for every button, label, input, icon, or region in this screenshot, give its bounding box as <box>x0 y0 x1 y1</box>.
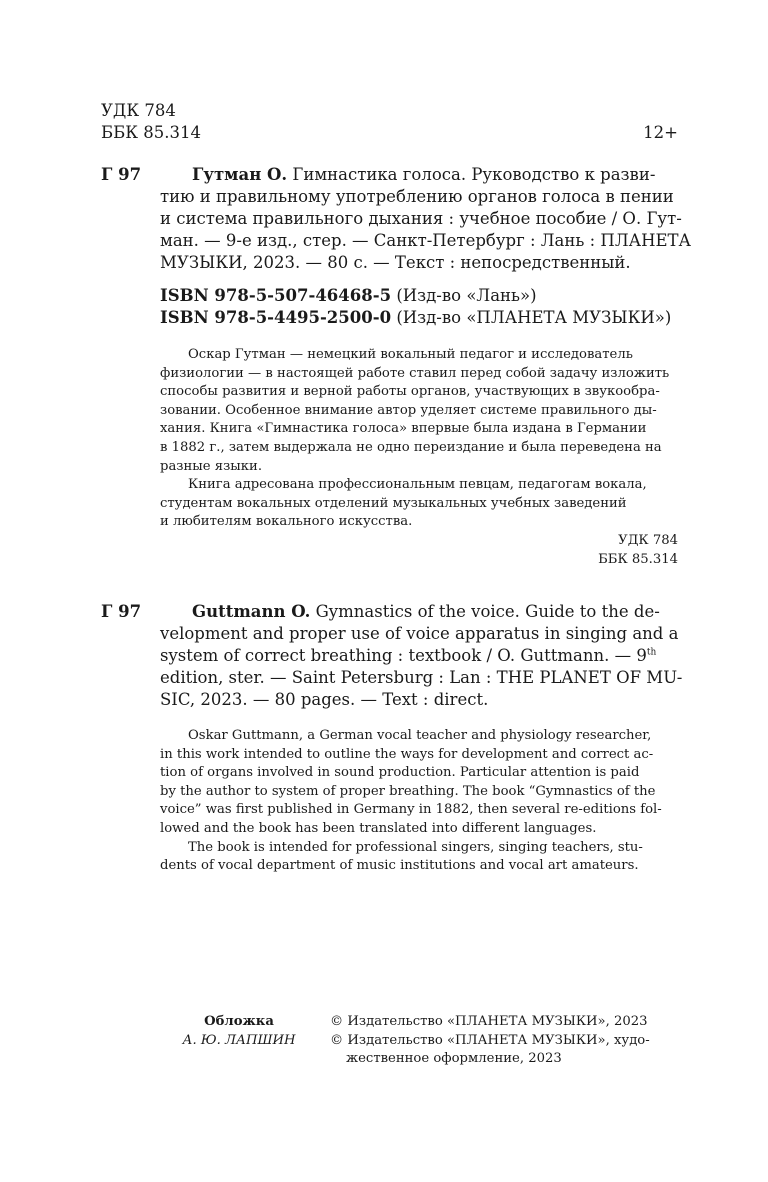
en-abstract-line: tion of organs involved in sound production. Particular attention is paid <box>160 765 640 781</box>
ru-abstract-line: Книга адресована профессиональным певцам, педагогам вокала, <box>188 477 647 493</box>
ru-entry-line4: ман. — 9-е изд., стер. — Санкт-Петербург : Лань : ПЛАНЕТА <box>160 231 692 250</box>
age-rating: 12+ <box>643 123 678 142</box>
ru-index: Г 97 <box>101 165 142 184</box>
udk-top: УДК 784 <box>101 101 176 120</box>
en-abstract-line: in this work intended to outline the ways for development and correct ac- <box>160 746 654 762</box>
en-abstract-line: The book is intended for professional singers, singing teachers, stu- <box>188 839 643 855</box>
en-entry-line2: velopment and proper use of voice apparatus in singing and a <box>160 624 679 643</box>
isbn-line: ISBN 978-5-4495-2500-0 (Изд-во «ПЛАНЕТА МУЗЫКИ») <box>160 308 672 327</box>
ru-abstract-line: Оскар Гутман — немецкий вокальный педагог и исследователь <box>188 347 633 362</box>
cover-credit <box>160 1013 318 1050</box>
en-entry-line1: Guttmann O. Gymnastics of the voice. Guide to the de- <box>192 602 660 621</box>
ru-entry-line1: Гутман О. Гимнастика голоса. Руководство к разви- <box>192 165 656 184</box>
ru-abstract-line: разные языки. <box>160 458 263 474</box>
copyright-line: жественное оформление, 2023 <box>346 1051 562 1067</box>
ru-author: Гутман О. <box>192 165 288 184</box>
ru-abstract <box>160 346 678 532</box>
en-author: Guttmann O. <box>192 602 311 621</box>
isbn-block <box>160 285 671 329</box>
en-abstract-line: by the author to system of proper breathing. The book “Gymnastics of the <box>160 783 656 799</box>
ru-entry-line2: тию и правильному употреблению органов голоса в пении <box>160 187 674 206</box>
copyright-line: © Издательство «ПЛАНЕТА МУЗЫКИ», худо- <box>330 1032 650 1048</box>
bbk-bottom: ББК 85.314 <box>598 552 678 567</box>
cover-artist: А. Ю. ЛАПШИН <box>182 1032 296 1048</box>
copyright-block <box>330 1013 678 1069</box>
bbk-top: ББК 85.314 <box>101 123 201 142</box>
en-abstract <box>160 727 678 876</box>
en-index: Г 97 <box>101 602 142 621</box>
ru-abstract-line: зовании. Особенное внимание автор уделяет системе правильного ды- <box>160 402 657 418</box>
en-abstract-line: Oskar Guttmann, a German vocal teacher and physiology researcher, <box>188 728 652 743</box>
ru-abstract-line: физиологии — в настоящей работе ставил перед собой задачу изложить <box>160 365 670 381</box>
cover-label: Обложка <box>204 1014 274 1029</box>
isbn-line: ISBN 978-5-507-46468-5 (Изд-во «Лань») <box>160 286 537 305</box>
copyright-line: © Издательство «ПЛАНЕТА МУЗЫКИ», 2023 <box>330 1014 648 1029</box>
en-entry <box>160 601 683 711</box>
ru-entry-line3: и система правильного дыхания : учебное пособие / О. Гут- <box>160 209 682 228</box>
ru-abstract-line: в 1882 г., затем выдержала не одно переиздание и была переведена на <box>160 439 662 455</box>
en-abstract-line: voice” was first published in Germany in 1882, then several re-editions fol- <box>160 802 662 818</box>
en-abstract-line: dents of vocal department of music institutions and vocal art amateurs. <box>160 858 639 874</box>
en-entry-line4: edition, ster. — Saint Petersburg : Lan : THE PLANET OF MU- <box>160 668 683 687</box>
ru-abstract-line: и любителям вокального искусства. <box>160 514 413 530</box>
ru-abstract-line: студентам вокальных отделений музыкальных учебных заведений <box>160 495 627 511</box>
ru-entry-line5: МУЗЫКИ, 2023. — 80 с. — Текст : непосредственный. <box>160 253 631 272</box>
en-entry-line5: SIC, 2023. — 80 pages. — Text : direct. <box>160 690 489 709</box>
ru-abstract-line: хания. Книга «Гимнастика голоса» впервые была издана в Германии <box>160 421 647 437</box>
ru-entry <box>160 164 692 274</box>
ru-abstract-line: способы развития и верной работы органов, участвующих в звукообра- <box>160 384 660 400</box>
en-entry-line3: system of correct breathing : textbook / O. Guttmann. — 9th <box>160 646 657 665</box>
en-abstract-line: lowed and the book has been translated into different languages. <box>160 820 597 836</box>
udk-bottom: УДК 784 <box>618 533 678 548</box>
